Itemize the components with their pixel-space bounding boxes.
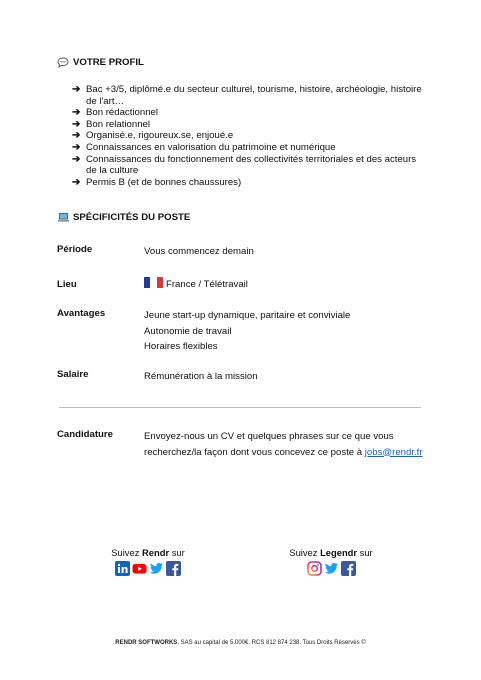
- avantages-row: [57, 308, 427, 355]
- salaire-value: Rémunération à la mission: [144, 371, 258, 382]
- footer-legal: , SAS au capital de 5.000€. RCS 812 874 238. Tous Droits Réservés ©: [177, 640, 366, 646]
- avantage-item: Horaires flexibles: [144, 341, 218, 352]
- salaire-row: [57, 369, 427, 385]
- list-item: ➔ Bon relationnel: [72, 118, 151, 130]
- arrow-icon: ➔: [72, 130, 81, 142]
- profile-list: [72, 84, 422, 188]
- speech-bubble-icon: [57, 57, 69, 68]
- avantage-item: Autonomie de travail: [144, 325, 232, 337]
- profile-heading: [57, 57, 144, 68]
- list-item: ➔ Connaissances en valorisation du patrimoine et numérique: [72, 141, 336, 153]
- profile-title: VOTRE PROFIL: [73, 57, 144, 68]
- arrow-icon: ➔: [72, 107, 81, 119]
- laptop-icon: [57, 212, 69, 223]
- brand-legendr: Legendr: [320, 547, 358, 558]
- footer: [0, 640, 481, 646]
- periode-row: [57, 244, 427, 260]
- periode-value: Vous commencez demain: [144, 246, 254, 257]
- lieu-value: France / Télétravail: [166, 279, 248, 290]
- candidature-line-2: recherchez/la façon dont vous concevez ce poste à: [144, 446, 365, 458]
- lieu-label: Lieu: [57, 279, 77, 290]
- facebook-icon[interactable]: [166, 561, 181, 576]
- periode-label: Période: [57, 244, 93, 255]
- candidature-label: Candidature: [57, 429, 113, 440]
- arrow-icon: ➔: [72, 176, 81, 188]
- avantages-label: Avantages: [57, 308, 106, 319]
- list-item: ➔ Connaissances du fonctionnement des collectivités territoriales et des acteurs de la culture: [72, 153, 417, 177]
- specs-heading: [57, 212, 190, 223]
- divider: [59, 407, 421, 408]
- candidature-line-1: Envoyez-nous un CV et quelques phrases sur ce que vous: [144, 431, 394, 442]
- salaire-label: Salaire: [57, 369, 89, 380]
- specs-title: SPÉCIFICITÉS DU POSTE: [73, 212, 191, 223]
- list-item: ➔ Bac +3/5, diplômé.e du secteur culturel, tourisme, histoire, archéologie, histoire de l'art…: [72, 84, 422, 107]
- list-item: ➔ Bon rédactionnel: [72, 107, 159, 119]
- twitter-icon[interactable]: [149, 561, 164, 576]
- arrow-icon: ➔: [72, 153, 81, 165]
- follow-rendr: Suivez Rendr sur: [100, 547, 196, 576]
- email-link[interactable]: jobs@rendr.fr: [364, 446, 423, 458]
- list-item: ➔ Organisé.e, rigoureux.se, enjoué.e: [72, 130, 234, 142]
- facebook-icon[interactable]: [341, 561, 356, 576]
- list-item: ➔ Permis B (et de bonnes chaussures): [72, 176, 242, 188]
- twitter-icon[interactable]: [324, 561, 339, 576]
- lieu-row: [57, 277, 427, 293]
- instagram-icon[interactable]: [307, 561, 322, 576]
- avantage-item: Jeune start-up dynamique, paritaire et conviviale: [144, 310, 351, 321]
- footer-company: RENDR SOFTWORKS: [115, 640, 178, 646]
- arrow-icon: ➔: [72, 84, 81, 95]
- candidature-row: [57, 429, 427, 460]
- follow-legendr: Suivez Legendr sur: [282, 547, 380, 576]
- france-flag-icon: [144, 277, 163, 288]
- arrow-icon: ➔: [72, 141, 81, 153]
- linkedin-icon[interactable]: [115, 561, 130, 576]
- youtube-icon[interactable]: [132, 561, 147, 576]
- brand-rendr: Rendr: [142, 547, 170, 558]
- arrow-icon: ➔: [72, 118, 81, 130]
